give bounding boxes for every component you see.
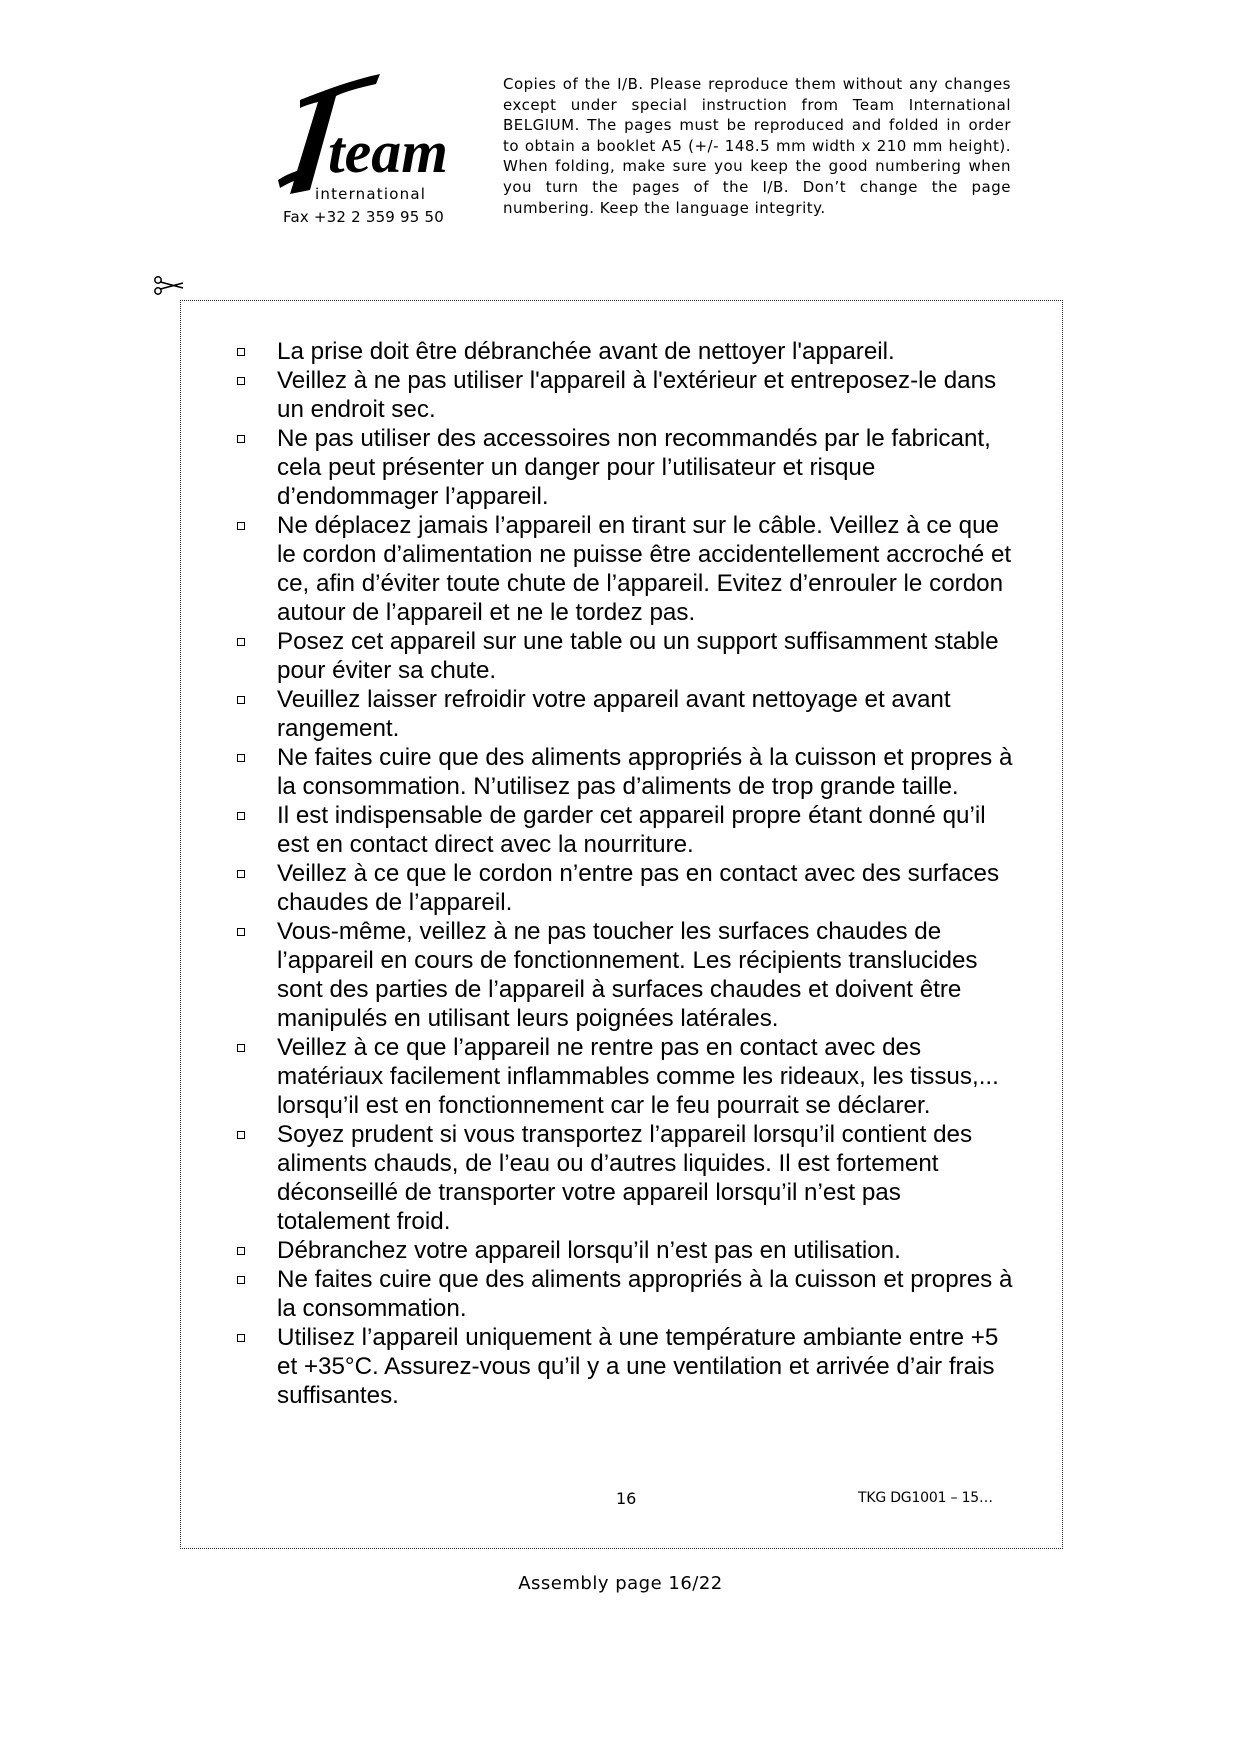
svg-text:international: international xyxy=(315,185,427,203)
reproduction-instructions: Copies of the I/B. Please reproduce them without any changes except under special instruction from Team International BELGIUM. The pages must be reproduced and folded in order to obtain a booklet A5 (+/- 148.5 mm width x 210 mm height). When folding, make sure you keep the good numbering when you turn the pages of the I/B. Don’t change the page numbering. Keep the language integrity. xyxy=(503,75,1011,217)
checkbox-bullet-icon xyxy=(237,812,245,820)
checkbox-bullet-icon xyxy=(237,1276,245,1284)
list-item: Ne faites cuire que des aliments appropriés à la cuisson et propres à la consommation. xyxy=(237,1265,1017,1323)
list-item: Il est indispensable de garder cet appareil propre étant donné qu’il est en contact direct avec la nourriture. xyxy=(237,801,1017,859)
checkbox-bullet-icon xyxy=(237,696,245,704)
checkbox-bullet-icon xyxy=(237,1334,245,1342)
list-item: Veillez à ce que le cordon n’entre pas en contact avec des surfaces chaudes de l’appareil. xyxy=(237,859,1017,917)
checkbox-bullet-icon xyxy=(237,870,245,878)
list-item: Ne déplacez jamais l’appareil en tirant sur le câble. Veillez à ce que le cordon d’alimentation ne puisse être accidentellement accroché et ce, afin d’éviter toute chute de l’appareil. Evitez d’enrouler le cordon autour de l’appareil et ne le tordez pas. xyxy=(237,511,1017,627)
list-item: Débranchez votre appareil lorsqu’il n’est pas en utilisation. xyxy=(237,1236,1017,1265)
checkbox-bullet-icon xyxy=(237,348,245,356)
model-reference: TKG DG1001 – 15… xyxy=(858,1490,993,1506)
list-item: Ne faites cuire que des aliments appropriés à la cuisson et propres à la consommation. N’utilisez pas d’aliments de trop grande taille. xyxy=(237,743,1017,801)
checkbox-bullet-icon xyxy=(237,1247,245,1255)
list-item: Posez cet appareil sur une table ou un support suffisamment stable pour éviter sa chute. xyxy=(237,627,1017,685)
checkbox-bullet-icon xyxy=(237,928,245,936)
safety-instructions-list xyxy=(237,337,1017,1410)
checkbox-bullet-icon xyxy=(237,377,245,385)
list-item: Veuillez laisser refroidir votre appareil avant nettoyage et avant rangement. xyxy=(237,685,1017,743)
list-item: Soyez prudent si vous transportez l’appareil lorsqu’il contient des aliments chauds, de l’eau ou d’autres liquides. Il est fortement déconseillé de transporter votre appareil lorsqu’il n’est pas totalement froid. xyxy=(237,1120,1017,1236)
scissors-icon xyxy=(153,275,185,297)
list-item: Ne pas utiliser des accessoires non recommandés par le fabricant, cela peut présenter un danger pour l’utilisateur et risque d’endommager l’appareil. xyxy=(237,424,1017,511)
list-item: Veillez à ce que l’appareil ne rentre pas en contact avec des matériaux facilement inflammables comme les rideaux, les tissus,... lorsqu’il est en fonctionnement car le feu pourrait se déclarer. xyxy=(237,1033,1017,1120)
checkbox-bullet-icon xyxy=(237,638,245,646)
team-logo xyxy=(270,72,448,203)
list-item: Veillez à ne pas utiliser l'appareil à l'extérieur et entreposez-le dans un endroit sec. xyxy=(237,366,1017,424)
checkbox-bullet-icon xyxy=(237,522,245,530)
checkbox-bullet-icon xyxy=(237,1044,245,1052)
assembly-page-label: Assembly page 16/22 xyxy=(518,1573,723,1594)
checkbox-bullet-icon xyxy=(237,754,245,762)
page-number: 16 xyxy=(616,1489,637,1508)
checkbox-bullet-icon xyxy=(237,435,245,443)
svg-text:team: team xyxy=(328,119,448,185)
list-item: La prise doit être débranchée avant de nettoyer l'appareil. xyxy=(237,337,1017,366)
list-item: Vous-même, veillez à ne pas toucher les surfaces chaudes de l’appareil en cours de fonctionnement. Les récipients translucides sont des parties de l’appareil à surfaces chaudes et doivent être manipulés en utilisant leurs poignées latérales. xyxy=(237,917,1017,1033)
list-item: Utilisez l’appareil uniquement à une température ambiante entre +5 et +35°C. Assurez-vous qu’il y a une ventilation et arrivée d’air frais suffisantes. xyxy=(237,1323,1017,1410)
checkbox-bullet-icon xyxy=(237,1131,245,1139)
fax-number: Fax +32 2 359 95 50 xyxy=(283,208,444,226)
